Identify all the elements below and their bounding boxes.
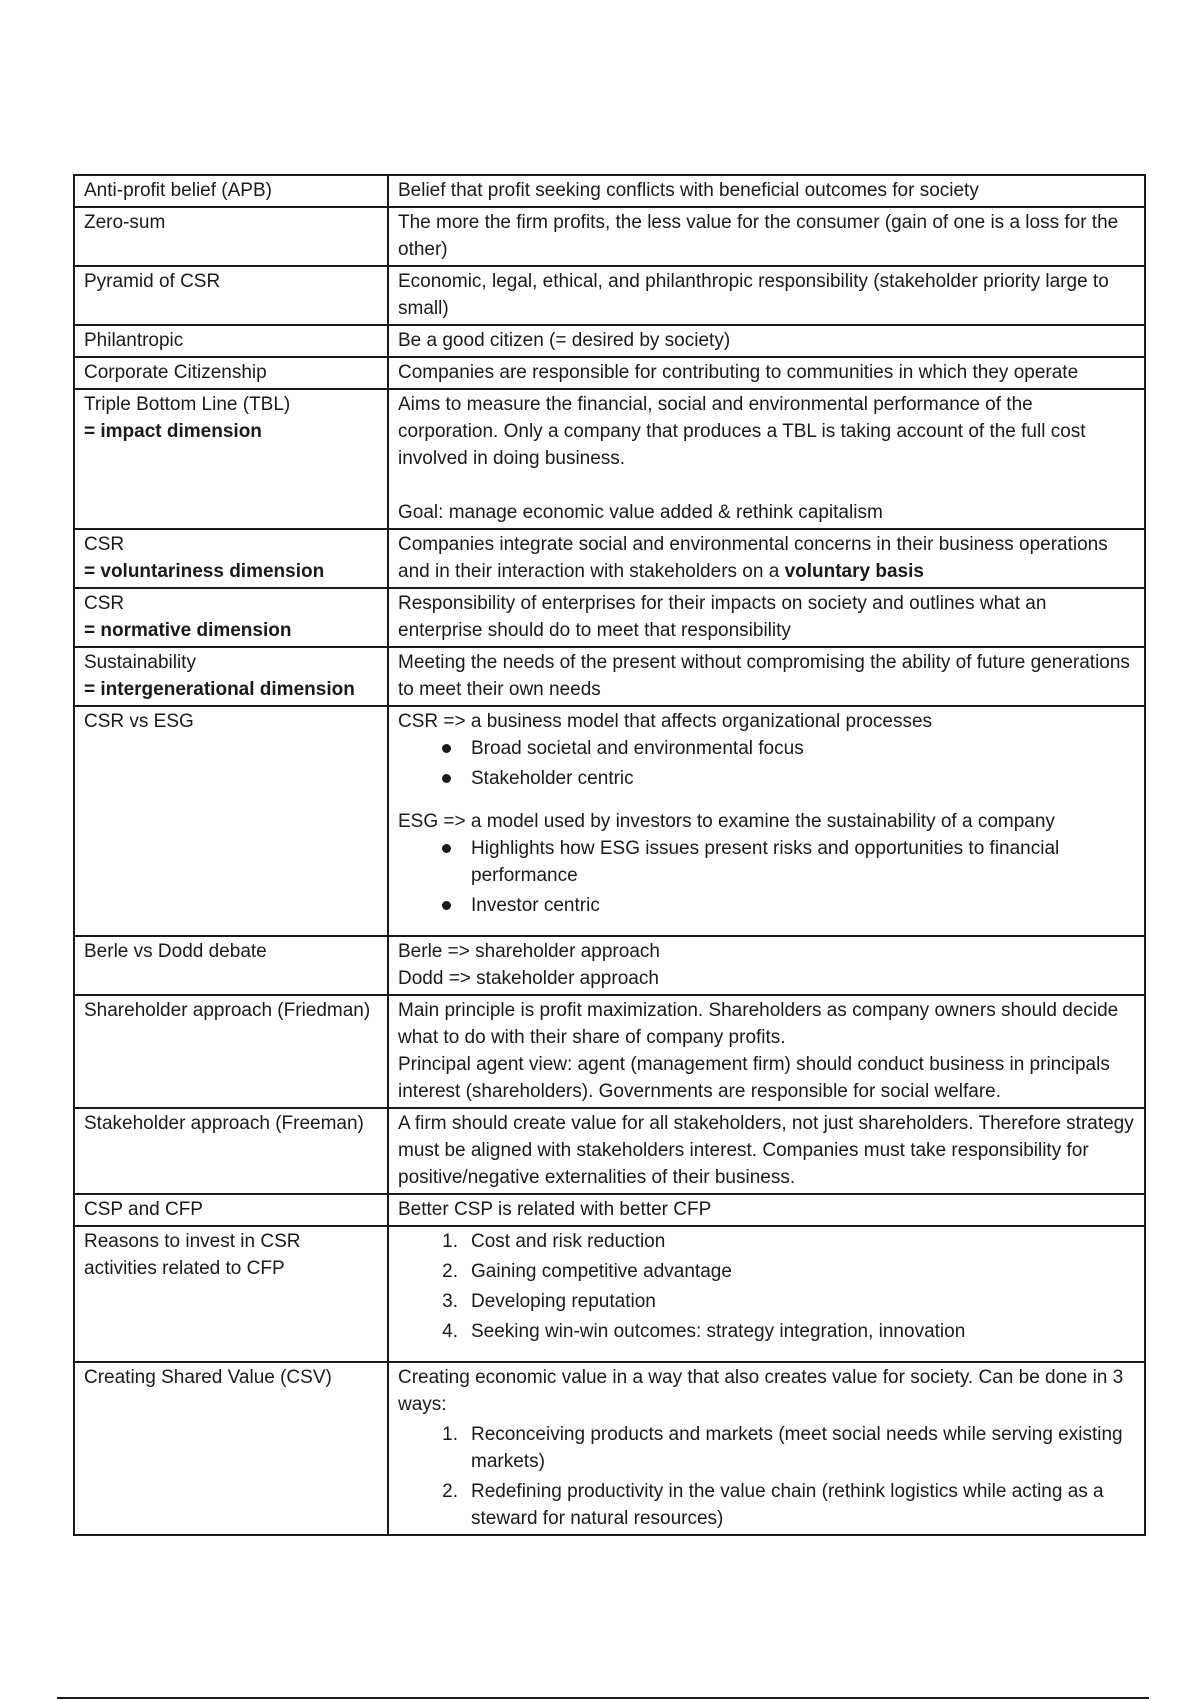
table-row [74,706,1145,936]
footer-rule [57,1697,1149,1699]
definition-cell [388,995,1145,1108]
bullet-icon [442,774,451,783]
list-item: Highlights how ESG issues present risks and opportunities to financial performance [398,835,1135,889]
definition-cell: Belief that profit seeking conflicts with beneficial outcomes for society [388,175,1145,207]
definition-cell [388,1362,1145,1535]
list-item: Stakeholder centric [398,765,1135,792]
definition-text: Main principle is profit maximization. Shareholders as company owners should decide what to do with their share of company profits. [398,1000,1119,1048]
definition-text: Companies integrate social and environmental concerns in their business operations and in their interaction with stakeholders on a [398,534,1108,582]
term-cell [74,529,388,588]
term-cell: Berle vs Dodd debate [74,936,388,995]
definition-cell [388,706,1145,936]
term-cell [74,588,388,647]
paragraph-gap [398,792,1135,808]
list-item: 4. Seeking win-win outcomes: strategy integration, innovation [442,1321,966,1342]
definition-cell: The more the firm profits, the less value for the consumer (gain of one is a loss for the other) [388,207,1145,266]
table-row [74,357,1145,389]
term-cell: Zero-sum [74,207,388,266]
term-cell: Creating Shared Value (CSV) [74,1362,388,1535]
definition-emphasis: voluntary basis [784,561,924,582]
list-item: 1. Reconceiving products and markets (meet social needs while serving existing markets) [442,1424,1123,1472]
glossary-table [73,174,1146,1536]
term-cell: Stakeholder approach (Freeman) [74,1108,388,1194]
term-text: Sustainability [84,652,196,673]
term-cell [74,647,388,706]
paragraph-gap [398,472,1135,499]
esg-bullet-list [398,835,1135,919]
csr-bullet-list [398,735,1135,792]
table-row [74,588,1145,647]
definition-goal: Goal: manage economic value added & rethink capitalism [398,502,883,523]
table-row [74,1108,1145,1194]
definition-cell [388,529,1145,588]
definition-line: Dodd => stakeholder approach [398,968,659,989]
term-qualifier: = voluntariness dimension [84,561,325,582]
table-row [74,175,1145,207]
term-cell: Philantropic [74,325,388,357]
term-text: CSR [84,534,125,555]
definition-cell: Responsibility of enterprises for their impacts on society and outlines what an enterprise should do to meet that responsibility [388,588,1145,647]
table-row [74,647,1145,706]
definition-cell: Companies are responsible for contributing to communities in which they operate [388,357,1145,389]
definition-cell [388,389,1145,529]
definition-cell [388,936,1145,995]
table-row [74,995,1145,1108]
definition-line: Berle => shareholder approach [398,941,660,962]
term-cell [74,389,388,529]
esg-intro: ESG => a model used by investors to examine the sustainability of a company [398,811,1055,832]
table-row [74,389,1145,529]
bullet-icon [442,744,451,753]
table-row [74,1362,1145,1535]
term-text: CSR [84,593,125,614]
definition-text: Creating economic value in a way that also creates value for society. Can be done in 3 ways: [398,1367,1124,1415]
definition-cell: Economic, legal, ethical, and philanthropic responsibility (stakeholder priority large to small) [388,266,1145,325]
table-row [74,529,1145,588]
term-cell: CSR vs ESG [74,706,388,936]
term-qualifier: = intergenerational dimension [84,679,355,700]
definition-cell: Be a good citizen (= desired by society) [388,325,1145,357]
table-row [74,266,1145,325]
definition-text: Principal agent view: agent (management firm) should conduct business in principals interest (shareholders). Governments are responsible for social welfare. [398,1054,1110,1102]
definition-cell: Meeting the needs of the present without compromising the ability of future generations to meet their own needs [388,647,1145,706]
term-qualifier: = normative dimension [84,620,292,641]
table-row [74,936,1145,995]
table-row [74,1226,1145,1362]
term-cell: Reasons to invest in CSR activities related to CFP [74,1226,388,1362]
term-qualifier: = impact dimension [84,421,262,442]
table-row [74,1194,1145,1226]
csr-intro: CSR => a business model that affects organizational processes [398,711,933,732]
list-item: 2. Redefining productivity in the value chain (rethink logistics while acting as a steward for natural resources) [442,1481,1104,1529]
list-item: Broad societal and environmental focus [398,735,1135,762]
list-item: Investor centric [398,892,1135,919]
term-cell: Shareholder approach (Friedman) [74,995,388,1108]
term-cell: Corporate Citizenship [74,357,388,389]
table-row [74,325,1145,357]
definition-text: Aims to measure the financial, social and environmental performance of the corporation. Only a company that produces a TBL is taking account of the full cost involved in doing business. [398,394,1086,469]
definition-cell [388,1226,1145,1362]
term-cell: Anti-profit belief (APB) [74,175,388,207]
list-item: 2. Gaining competitive advantage [442,1261,732,1282]
definition-cell: Better CSP is related with better CFP [388,1194,1145,1226]
bullet-icon [442,901,451,910]
list-item: 3. Developing reputation [442,1291,656,1312]
term-cell: CSP and CFP [74,1194,388,1226]
definition-cell: A firm should create value for all stakeholders, not just shareholders. Therefore strategy must be aligned with stakeholders interest. Companies must take responsibility for positive/negative externalities of their business. [388,1108,1145,1194]
list-item: 1. Cost and risk reduction [442,1231,666,1252]
term-cell: Pyramid of CSR [74,266,388,325]
term-text: Triple Bottom Line (TBL) [84,394,291,415]
bullet-icon [442,844,451,853]
table-row [74,207,1145,266]
